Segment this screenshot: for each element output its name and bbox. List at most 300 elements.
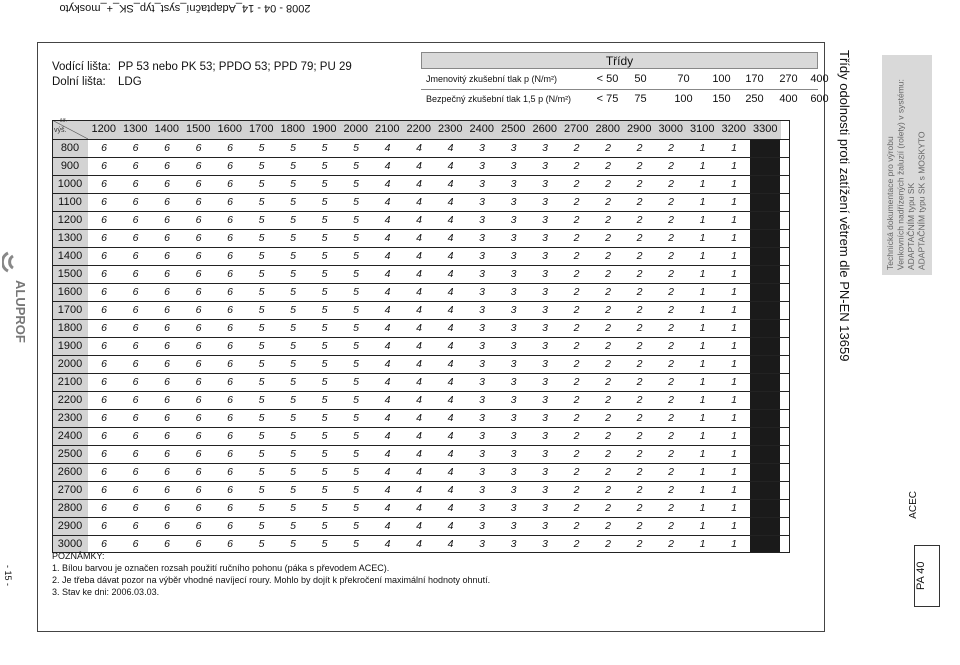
class-value: 1 <box>731 358 737 370</box>
class-value: 5 <box>353 286 359 298</box>
class-value: 4 <box>416 394 422 406</box>
class-value: 5 <box>290 178 296 190</box>
class-value: 2 <box>636 376 643 388</box>
class-value: 1 <box>731 286 737 298</box>
class-value: 4 <box>384 178 391 190</box>
class-value: 4 <box>416 160 422 172</box>
class-value: 2 <box>605 412 611 424</box>
class-value: 6 <box>195 304 202 316</box>
classes-title: Třídy <box>421 52 818 69</box>
class-value: 2 <box>573 250 580 262</box>
safe-value: 600 <box>810 93 829 105</box>
width-header: 1800 <box>277 120 309 139</box>
class-value: 6 <box>227 538 233 550</box>
class-value: 5 <box>321 160 328 172</box>
class-value: 3 <box>542 394 548 406</box>
class-value: 4 <box>447 412 454 424</box>
class-value: 1 <box>731 178 737 190</box>
class-value: 6 <box>101 322 107 334</box>
class-value: 6 <box>227 502 233 514</box>
class-value: 2 <box>636 466 643 478</box>
class-value: 2 <box>668 466 674 478</box>
class-value: 4 <box>416 232 422 244</box>
class-value: 6 <box>195 250 202 262</box>
class-value: 5 <box>321 340 328 352</box>
class-value: 6 <box>227 322 233 334</box>
class-value: 6 <box>101 520 107 532</box>
class-value: 3 <box>542 286 548 298</box>
class-value: 6 <box>132 268 139 280</box>
class-value: 2 <box>668 286 674 298</box>
width-header: 1600 <box>214 120 246 139</box>
class-value: 6 <box>164 160 170 172</box>
class-value: 4 <box>447 160 454 172</box>
class-value: 6 <box>164 538 170 550</box>
class-value: 4 <box>416 250 422 262</box>
class-value: 5 <box>321 178 328 190</box>
class-value: 3 <box>510 160 517 172</box>
class-value: 6 <box>101 232 107 244</box>
class-value: 5 <box>290 232 296 244</box>
width-header: 3100 <box>687 120 719 139</box>
class-value: 2 <box>668 322 674 334</box>
class-value: 6 <box>195 430 202 442</box>
class-value: 6 <box>164 520 170 532</box>
class-value: 4 <box>447 322 454 334</box>
side-text <box>885 70 927 270</box>
class-value: 3 <box>479 430 485 442</box>
class-value: 5 <box>258 322 265 334</box>
class-value: 6 <box>101 394 107 406</box>
class-value: 6 <box>164 358 170 370</box>
class-value: 5 <box>353 340 359 352</box>
class-value: 3 <box>479 304 485 316</box>
class-value: 5 <box>258 502 265 514</box>
class-value: 6 <box>195 538 202 550</box>
class-value: 2 <box>573 178 580 190</box>
class-value: 3 <box>510 286 517 298</box>
width-header: 2900 <box>624 120 656 139</box>
class-value: 6 <box>195 520 202 532</box>
class-value: 6 <box>132 502 139 514</box>
class-value: 3 <box>542 232 548 244</box>
class-value: 4 <box>416 142 422 154</box>
class-value: 3 <box>542 322 548 334</box>
height-label: 1800 <box>52 319 88 337</box>
height-label: 2400 <box>52 427 88 445</box>
class-value: 5 <box>321 214 328 226</box>
class-value: 2 <box>573 160 580 172</box>
class-value: 6 <box>195 358 202 370</box>
class-value: 6 <box>132 466 139 478</box>
class-value: 3 <box>542 358 548 370</box>
height-label: 2000 <box>52 355 88 373</box>
width-header: 3200 <box>718 120 750 139</box>
class-value: 6 <box>101 376 107 388</box>
class-value: 2 <box>605 430 611 442</box>
class-value: 1 <box>699 484 706 496</box>
class-value: 2 <box>636 520 643 532</box>
class-value: 6 <box>101 412 107 424</box>
class-value: 6 <box>164 178 170 190</box>
class-value: 5 <box>321 520 328 532</box>
width-header: 1700 <box>246 120 278 139</box>
class-value: 2 <box>605 358 611 370</box>
class-value: 5 <box>353 376 359 388</box>
class-value: 6 <box>101 178 107 190</box>
class-value: 2 <box>636 430 643 442</box>
width-header: 1200 <box>88 120 120 139</box>
class-value: 4 <box>416 448 422 460</box>
class-value: 3 <box>542 340 548 352</box>
class-value: 5 <box>290 502 296 514</box>
class-value: 2 <box>668 448 674 460</box>
class-value: 1 <box>731 214 737 226</box>
class-value: 6 <box>164 268 170 280</box>
class-value: 6 <box>101 214 107 226</box>
class-value: 2 <box>668 502 674 514</box>
note-3: 3. Stav ke dni: 2006.03.03. <box>52 587 160 597</box>
class-value: 6 <box>227 232 233 244</box>
class-value: 2 <box>605 160 611 172</box>
class-value: 2 <box>573 376 580 388</box>
height-label: 2200 <box>52 391 88 409</box>
class-value: 6 <box>132 484 139 496</box>
class-value: 6 <box>101 268 107 280</box>
aluprof-logo <box>2 250 30 400</box>
top-rail-value: PP 53 nebo PK 53; PPDO 53; PPD 79; PU 29 <box>118 61 352 73</box>
class-value: 5 <box>290 340 296 352</box>
safe-value: 150 <box>712 93 731 105</box>
width-header: 2200 <box>403 120 435 139</box>
class-value: 3 <box>479 484 485 496</box>
class-value: 4 <box>447 466 454 478</box>
class-value: 6 <box>132 412 139 424</box>
class-value: 6 <box>132 430 139 442</box>
safe-value: 400 <box>779 93 798 105</box>
class-value: 4 <box>384 142 391 154</box>
class-value: 1 <box>699 196 706 208</box>
class-value: 1 <box>731 448 737 460</box>
class-value: 2 <box>636 394 643 406</box>
class-value: 6 <box>227 214 233 226</box>
class-value: 2 <box>668 304 674 316</box>
class-value: 2 <box>668 142 674 154</box>
class-value: 2 <box>668 196 674 208</box>
class-value: 2 <box>668 232 674 244</box>
class-value: 6 <box>227 160 233 172</box>
class-value: 2 <box>668 412 674 424</box>
class-value: 3 <box>510 196 517 208</box>
class-value: 6 <box>227 448 233 460</box>
class-value: 6 <box>132 358 139 370</box>
class-value: 6 <box>101 304 107 316</box>
class-value: 2 <box>636 412 643 424</box>
class-value: 6 <box>227 286 233 298</box>
top-rail-label: Vodící lišta: <box>52 61 111 73</box>
class-value: 6 <box>164 448 170 460</box>
class-value: 5 <box>321 430 328 442</box>
width-header: 1500 <box>183 120 215 139</box>
safe-pressure-label: Bezpečný zkušební tlak 1,5 p (N/m²) <box>426 94 572 104</box>
class-value: 6 <box>132 196 139 208</box>
safe-value: < 75 <box>596 93 619 105</box>
class-value: 2 <box>605 232 611 244</box>
class-value: 6 <box>195 394 202 406</box>
class-value: 2 <box>668 430 674 442</box>
class-value: 5 <box>353 178 359 190</box>
class-value: 5 <box>290 484 296 496</box>
class-value: 2 <box>573 484 580 496</box>
class-value: 6 <box>227 178 233 190</box>
class-value: 5 <box>258 484 265 496</box>
class-value: 3 <box>479 268 485 280</box>
class-value: 2 <box>668 340 674 352</box>
height-label: 2700 <box>52 481 88 499</box>
class-value: 5 <box>353 538 359 550</box>
class-value: 1 <box>699 250 706 262</box>
class-value: 3 <box>542 250 548 262</box>
class-value: 2 <box>636 214 643 226</box>
nominal-value: < 50 <box>596 73 619 85</box>
class-value: 4 <box>384 322 391 334</box>
class-value: 5 <box>321 376 328 388</box>
notes-heading: POZNÁMKY: <box>52 551 105 561</box>
class-value: 6 <box>132 376 139 388</box>
class-value: 6 <box>227 340 233 352</box>
class-value: 1 <box>731 304 737 316</box>
class-value: 2 <box>573 502 580 514</box>
class-value: 4 <box>384 466 391 478</box>
class-value: 2 <box>668 178 674 190</box>
class-value: 5 <box>353 358 359 370</box>
class-value: 4 <box>384 304 391 316</box>
bottom-rail-label: Dolní lišta: <box>52 76 106 88</box>
class-value: 3 <box>510 376 517 388</box>
class-value: 6 <box>164 484 170 496</box>
height-label: 2100 <box>52 373 88 391</box>
class-value: 3 <box>542 268 548 280</box>
class-value: 6 <box>164 214 170 226</box>
class-value: 1 <box>699 322 706 334</box>
class-value: 3 <box>510 412 517 424</box>
class-value: 5 <box>258 430 265 442</box>
class-value: 5 <box>321 196 328 208</box>
class-value: 6 <box>195 142 202 154</box>
class-value: 3 <box>479 250 485 262</box>
class-value: 5 <box>353 142 359 154</box>
class-value: 5 <box>353 268 359 280</box>
class-value: 5 <box>353 214 359 226</box>
class-value: 5 <box>258 340 265 352</box>
class-value: 1 <box>731 142 737 154</box>
height-label: 800 <box>52 139 88 157</box>
class-value: 6 <box>164 196 170 208</box>
height-label: 1100 <box>52 193 88 211</box>
class-value: 1 <box>699 394 706 406</box>
class-value: 2 <box>636 196 643 208</box>
width-header: 2600 <box>529 120 561 139</box>
class-value: 5 <box>321 538 328 550</box>
class-value: 6 <box>195 268 202 280</box>
class-value: 6 <box>164 340 170 352</box>
width-header: 3000 <box>655 120 687 139</box>
class-value: 5 <box>290 538 296 550</box>
width-header: 2100 <box>372 120 404 139</box>
class-value: 2 <box>605 250 611 262</box>
chart-title: Třídy odolnosti proti zatížení větrem dle PN-EN 13659 <box>837 50 852 362</box>
class-value: 2 <box>668 160 674 172</box>
class-value: 5 <box>353 466 359 478</box>
class-value: 2 <box>573 448 580 460</box>
class-value: 5 <box>258 214 265 226</box>
class-value: 3 <box>542 520 548 532</box>
class-value: 4 <box>416 286 422 298</box>
class-value: 6 <box>101 484 107 496</box>
class-value: 4 <box>416 268 422 280</box>
classes-box <box>421 52 829 107</box>
class-value: 5 <box>321 142 328 154</box>
class-value: 4 <box>416 502 422 514</box>
corner-height-label: výš. <box>54 127 67 134</box>
class-value: 5 <box>290 268 296 280</box>
class-value: 2 <box>605 340 611 352</box>
class-value: 5 <box>258 304 265 316</box>
class-value: 5 <box>290 466 296 478</box>
class-value: 2 <box>636 322 643 334</box>
class-value: 5 <box>353 520 359 532</box>
class-value: 1 <box>731 412 737 424</box>
class-value: 4 <box>416 322 422 334</box>
bottom-rail-value: LDG <box>118 76 142 88</box>
note-2: 2. Je třeba dávat pozor na výběr vhodné navíjecí roury. Mohlo by dojít k překročení maximální hodnoty ohnutí. <box>52 575 491 585</box>
class-value: 6 <box>101 466 107 478</box>
class-value: 2 <box>605 214 611 226</box>
class-value: 1 <box>731 322 737 334</box>
class-value: 5 <box>258 394 265 406</box>
class-value: 6 <box>195 214 202 226</box>
class-value: 2 <box>668 394 674 406</box>
class-value: 1 <box>731 250 737 262</box>
page-number: - 15 - <box>3 565 13 587</box>
width-header: 2300 <box>435 120 467 139</box>
class-value: 4 <box>384 268 391 280</box>
class-value: 6 <box>195 484 202 496</box>
class-value: 2 <box>573 340 580 352</box>
class-value: 5 <box>290 394 296 406</box>
class-value: 1 <box>699 412 706 424</box>
class-value: 5 <box>258 286 265 298</box>
class-value: 2 <box>605 322 611 334</box>
class-value: 3 <box>510 394 517 406</box>
class-value: 6 <box>101 340 107 352</box>
class-value: 6 <box>101 502 107 514</box>
class-value: 5 <box>258 142 265 154</box>
class-value: 3 <box>510 358 517 370</box>
class-value: 5 <box>258 250 265 262</box>
class-value: 6 <box>101 160 107 172</box>
height-label: 1400 <box>52 247 88 265</box>
class-value: 5 <box>321 304 328 316</box>
class-value: 2 <box>573 286 580 298</box>
class-value: 4 <box>447 304 454 316</box>
class-value: 2 <box>636 160 643 172</box>
height-label: 1500 <box>52 265 88 283</box>
class-value: 2 <box>668 484 674 496</box>
class-value: 5 <box>290 376 296 388</box>
class-value: 6 <box>132 250 139 262</box>
class-value: 3 <box>510 322 517 334</box>
class-value: 5 <box>258 466 265 478</box>
class-value: 2 <box>605 304 611 316</box>
class-value: 6 <box>101 430 107 442</box>
class-value: 6 <box>227 304 233 316</box>
nominal-value: 270 <box>779 73 798 85</box>
class-value: 3 <box>510 178 517 190</box>
class-value: 3 <box>542 376 548 388</box>
class-value: 2 <box>668 268 674 280</box>
class-value: 1 <box>699 232 706 244</box>
class-value: 5 <box>290 304 296 316</box>
class-value: 6 <box>132 142 139 154</box>
class-value: 5 <box>353 430 359 442</box>
class-value: 6 <box>195 340 202 352</box>
class-value: 1 <box>699 178 706 190</box>
class-value: 4 <box>384 340 391 352</box>
class-value: 6 <box>195 502 202 514</box>
class-value: 6 <box>195 196 202 208</box>
class-value: 4 <box>416 340 422 352</box>
class-value: 5 <box>290 358 296 370</box>
class-value: 3 <box>542 304 548 316</box>
class-value: 6 <box>227 520 233 532</box>
class-value: 3 <box>542 502 548 514</box>
class-value: 5 <box>290 286 296 298</box>
class-value: 6 <box>164 250 170 262</box>
class-value: 5 <box>290 250 296 262</box>
class-value: 3 <box>479 448 485 460</box>
class-value: 3 <box>542 466 548 478</box>
class-value: 2 <box>573 412 580 424</box>
class-value: 3 <box>510 268 517 280</box>
nominal-pressure-label: Jmenovitý zkušební tlak p (N/m²) <box>426 74 558 84</box>
class-value: 3 <box>479 322 485 334</box>
class-value: 2 <box>573 142 580 154</box>
class-value: 6 <box>132 232 139 244</box>
class-value: 2 <box>605 394 611 406</box>
class-value: 6 <box>132 322 139 334</box>
class-value: 5 <box>258 178 265 190</box>
class-value: 1 <box>731 268 737 280</box>
class-value: 4 <box>447 286 454 298</box>
class-value: 1 <box>731 196 737 208</box>
class-value: 6 <box>195 376 202 388</box>
class-value: 3 <box>479 376 485 388</box>
class-value: 6 <box>227 250 233 262</box>
class-value: 2 <box>573 358 580 370</box>
class-value: 4 <box>416 520 422 532</box>
class-value: 1 <box>731 484 737 496</box>
nominal-value: 70 <box>677 73 690 85</box>
height-label: 2900 <box>52 517 88 535</box>
class-value: 4 <box>384 520 391 532</box>
notes <box>52 550 490 598</box>
class-value: 6 <box>195 178 202 190</box>
class-value: 2 <box>668 214 674 226</box>
class-value: 5 <box>290 430 296 442</box>
width-header: 1400 <box>151 120 183 139</box>
class-value: 6 <box>132 340 139 352</box>
